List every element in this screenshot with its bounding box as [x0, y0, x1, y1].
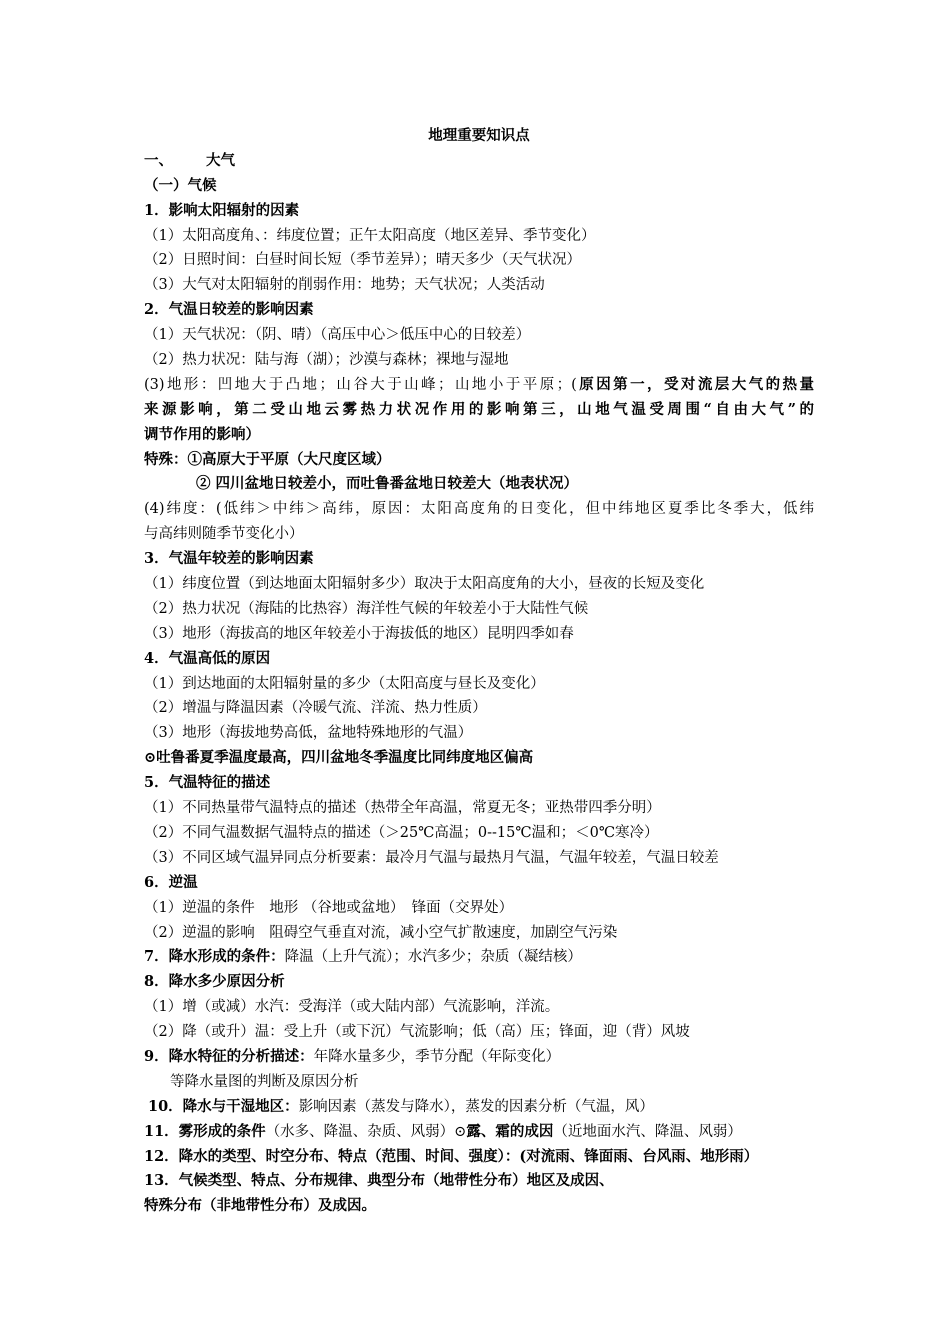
- paragraph-line: （2）日照时间：白昼时间长短（季节差异）；晴天多少（天气状况）: [144, 252, 581, 269]
- paragraph-line: 与高纬则随季节变化小）: [144, 526, 304, 543]
- paragraph-line: [144, 373, 814, 398]
- paragraph-line: （2）不同气温数据气温特点的描述（＞25℃高温；0--15℃温和；＜0℃寒冷）: [144, 824, 659, 841]
- heading-2: 2．气温日较差的影响因素: [144, 301, 314, 319]
- special-note-1: 特殊：①高原大于平原（大尺度区域）: [144, 450, 391, 468]
- paragraph-line: （3）不同区域气温异同点分析要素：最冷月气温与最热月气温，气温年较差，气温日较差: [144, 849, 719, 866]
- paragraph-line: （1）天气状况：（阴、晴）（高压中心＞低压中心的日较差）: [144, 327, 531, 344]
- paragraph-line: （2）降（或升）温：受上升（或下沉）气流影响；低（高）压；锋面，迎（背）风坡: [144, 1024, 690, 1041]
- text-run: (3)地形：凹地大于凸地；山谷大于山峰；山地小于平原；(: [144, 376, 577, 393]
- section-name: 大气: [206, 151, 235, 169]
- heading-11-line: [144, 1120, 814, 1145]
- heading-7-line: [144, 945, 814, 970]
- heading-7: 7．降水形成的条件：: [144, 948, 285, 966]
- paragraph-line: （1）到达地面的太阳辐射量的多少（太阳高度与昼长及变化）: [144, 675, 545, 692]
- heading-4: 4．气温高低的原因: [144, 649, 271, 667]
- heading-6: 6．逆温: [144, 873, 198, 891]
- heading-13: 13．气候类型、特点、分布规律、典型分布（地带性分布）地区及成因、: [144, 1172, 614, 1190]
- text-run: （水多、降温、杂质、风弱）⊙: [265, 1123, 467, 1140]
- bold-run: 原因第一，受对流层大气的热量: [576, 375, 814, 393]
- paragraph-line: （2）增温与降温因素（冷暖气流、洋流、热力性质）: [144, 700, 487, 717]
- section-heading: [144, 149, 814, 174]
- special-note-2: ② 四川盆地日较差小，而吐鲁番盆地日较差大（地表状况）: [196, 475, 579, 493]
- paragraph-line: （3）地形（海拔高的地区年较差小于海拔低的地区）昆明四季如春: [144, 625, 574, 642]
- heading-13-cont: 特殊分布（非地带性分布）及成因。: [144, 1197, 376, 1215]
- paragraph-line: （1）太阳高度角、：纬度位置；正午太阳高度（地区差异、季节变化）: [144, 227, 596, 244]
- heading-9-line: [144, 1045, 814, 1070]
- paragraph-line: （1）增（或减）水汽：受海洋（或大陆内部）气流影响，洋流。: [144, 999, 560, 1016]
- paragraph-line: （3）大气对太阳辐射的削弱作用：地势；天气状况；人类活动: [144, 277, 545, 294]
- paragraph-line: （1）纬度位置（到达地面太阳辐射多少）取决于太阳高度角的大小，昼夜的长短及变化: [144, 576, 705, 593]
- paragraph-line: （2）逆温的影响 阻碍空气垂直对流，减小空气扩散速度，加剧空气污染: [144, 924, 618, 941]
- paragraph-line: （1）不同热量带气温特点的描述（热带全年高温，常夏无冬；亚热带四季分明）: [144, 800, 661, 817]
- heading-1: 1．影响太阳辐射的因素: [144, 201, 300, 219]
- heading-10-line: [144, 1095, 814, 1120]
- paragraph-line: 等降水量图的判断及原因分析: [170, 1073, 359, 1090]
- heading-11: 11．雾形成的条件: [144, 1122, 266, 1140]
- text-run: （近地面水汽、降温、风弱）: [553, 1123, 742, 1140]
- doc-title: 地理重要知识点: [428, 127, 530, 144]
- paragraph-line: 调节作用的影响）: [144, 425, 260, 443]
- paragraph-line: （2）热力状况：陆与海（湖）；沙漠与森林；裸地与湿地: [144, 352, 509, 369]
- highlight-note: ⊙吐鲁番夏季温度最高，四川盆地冬季温度比同纬度地区偏高: [144, 749, 534, 767]
- heading-8: 8．降水多少原因分析: [144, 973, 285, 991]
- heading-9: 9．降水特征的分析描述：: [144, 1047, 314, 1065]
- paragraph-line: （1）逆温的条件 地形 （谷地或盆地） 锋面（交界处）: [144, 899, 514, 916]
- heading-12: 12．降水的类型、时空分布、特点（范围、时间、强度）：(对流雨、锋面雨、台风雨、地形雨）: [144, 1147, 759, 1165]
- paragraph-line: （3）地形（海拔地势高低，盆地特殊地形的气温）: [144, 725, 473, 742]
- paragraph-line: 来源影响，第二受山地云雾热力状况作用的影响第三，山地气温受周围“自由大气”的: [144, 400, 814, 418]
- section-number: 一、: [144, 151, 173, 169]
- document-page: [144, 124, 814, 1219]
- subsection-heading: （一）气候: [144, 176, 217, 194]
- paragraph-line: (4)纬度：(低纬＞中纬＞高纬，原因：太阳高度角的日变化，但中纬地区夏季比冬季大，低纬: [144, 501, 814, 518]
- heading-5: 5．气温特征的描述: [144, 774, 271, 792]
- paragraph-line: （2）热力状况（海陆的比热容）海洋性气候的年较差小于大陆性气候: [144, 600, 589, 617]
- text-run: 降温（上升气流）；水汽多少；杂质（凝结核）: [284, 949, 582, 966]
- text-run: 影响因素（蒸发与降水），蒸发的因素分析（气温，风）: [298, 1098, 654, 1115]
- heading-3: 3．气温年较差的影响因素: [144, 550, 314, 568]
- heading-10: 10．降水与干湿地区：: [148, 1097, 299, 1115]
- text-run: 年降水量多少，季节分配（年际变化）: [313, 1048, 561, 1065]
- bold-run: 露、霜的成因: [466, 1122, 554, 1140]
